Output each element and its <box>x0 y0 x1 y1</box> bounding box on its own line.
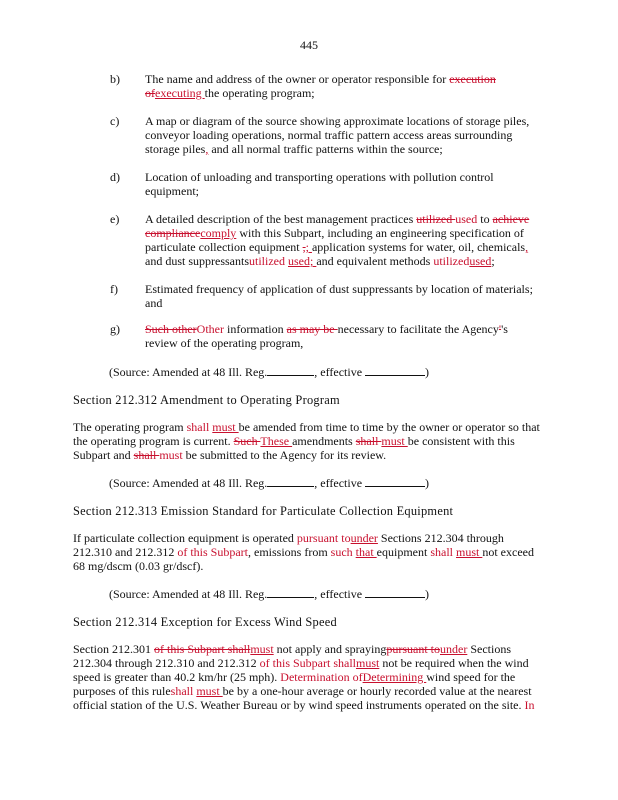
text-line <box>145 86 496 100</box>
text-line <box>145 226 529 240</box>
text: , emissions from <box>248 545 331 559</box>
revised-text: shall <box>430 545 456 559</box>
text: and <box>145 296 163 310</box>
revised-text: utilized <box>249 254 288 268</box>
text-line <box>73 531 534 545</box>
text: The operating program <box>73 420 187 434</box>
text: conveyor loading operations, normal traffic pattern access areas surrounding <box>145 128 513 142</box>
inserted-text: executing <box>155 86 205 100</box>
deleted-text: compliance <box>145 226 201 240</box>
revised-text: used <box>455 212 478 226</box>
text: and dust suppressants <box>145 254 249 268</box>
text: equipment <box>376 545 431 559</box>
text: the operating program; <box>204 86 315 100</box>
source-note <box>109 476 429 490</box>
text: Section 212.313 Emission Standard for Particulate Collection Equipment <box>73 504 454 518</box>
text: Section 212.314 Exception for Excess Wind Speed <box>73 615 337 629</box>
text-line <box>145 184 494 198</box>
blank-line <box>267 365 314 376</box>
text: application systems for water, oil, chemicals <box>311 240 526 254</box>
text: Subpart and <box>73 448 134 462</box>
text-line <box>73 684 534 698</box>
blank-line <box>365 365 425 376</box>
text-line <box>145 282 533 296</box>
text-line <box>73 504 453 518</box>
text: and all normal traffic patterns within the source; <box>208 142 443 156</box>
deleted-text: Such <box>233 434 261 448</box>
revised-text: utilized <box>433 254 470 268</box>
text: information <box>223 322 287 336</box>
text-line <box>73 434 540 448</box>
deleted-text: of <box>145 86 155 100</box>
text-line <box>73 656 534 670</box>
text: , effective <box>314 365 366 379</box>
text: particulate collection equipment <box>145 240 303 254</box>
text: Location of unloading and transporting operations with pollution control <box>145 170 494 184</box>
revised-text: of this Subpart shall <box>259 656 356 670</box>
text-line <box>73 615 337 629</box>
text: official station of the U.S. Weather Bureau or by wind speed instruments operated on the site. <box>73 698 525 712</box>
text: Estimated frequency of application of dust suppressants by location of materials; <box>145 282 533 296</box>
item-label: f) <box>110 282 118 296</box>
text-line <box>145 240 529 254</box>
text-line <box>145 212 529 226</box>
text: speed is greater than 40.2 km/hr (25 mph). <box>73 670 281 684</box>
deleted-text: achieve <box>492 212 530 226</box>
text-line <box>109 587 429 601</box>
text: ) <box>425 587 430 601</box>
revised-text: such <box>330 545 356 559</box>
deleted-text: pursuant to <box>386 642 440 656</box>
text: ) <box>425 365 430 379</box>
text: Section 212.301 <box>73 642 154 656</box>
item-label: b) <box>110 72 120 86</box>
inserted-text: These <box>260 434 293 448</box>
text-line <box>73 420 540 434</box>
deleted-text: utilized <box>416 212 456 226</box>
text: to <box>477 212 493 226</box>
text: A detailed description of the best management practices <box>145 212 417 226</box>
revised-text: shall <box>186 420 213 434</box>
item-label: e) <box>110 212 120 226</box>
text: wind speed for the <box>426 670 516 684</box>
item-label: d) <box>110 170 120 184</box>
item-text <box>145 282 533 310</box>
item-label: g) <box>110 322 120 336</box>
inserted-text: ; <box>305 240 312 254</box>
item-text <box>145 114 529 156</box>
inserted-text: under <box>350 531 378 545</box>
inserted-text: must <box>456 545 483 559</box>
text-line <box>145 142 529 156</box>
inserted-text: must <box>196 684 223 698</box>
deleted-text: shall <box>355 434 382 448</box>
revised-text: shall <box>170 684 197 698</box>
text: not be required when the wind <box>379 656 529 670</box>
text: be by a one-hour average or hourly recorded value at the nearest <box>222 684 532 698</box>
inserted-text: , <box>205 142 209 156</box>
text: , effective <box>314 476 366 490</box>
section-heading <box>73 504 453 518</box>
inserted-text: must <box>250 642 274 656</box>
inserted-text: used; <box>288 254 317 268</box>
revised-text: must <box>159 448 183 462</box>
deleted-text: of this Subpart shall <box>154 642 251 656</box>
text: (Source: Amended at 48 Ill. Reg. <box>109 587 268 601</box>
text-line <box>145 336 508 350</box>
section-heading <box>73 393 340 407</box>
deleted-text: ' <box>498 322 502 336</box>
text: ) <box>425 476 430 490</box>
text-line <box>109 476 429 490</box>
blank-line <box>365 476 425 487</box>
inserted-text: must <box>381 434 408 448</box>
inserted-text: under <box>440 642 468 656</box>
inserted-text: Determining <box>362 670 427 684</box>
paragraph <box>73 420 540 462</box>
text-line <box>73 670 534 684</box>
text: purposes of this rule <box>73 684 171 698</box>
text: be consistent with this <box>407 434 515 448</box>
text: (Source: Amended at 48 Ill. Reg. <box>109 365 268 379</box>
text: amendments <box>292 434 356 448</box>
text: review of the operating program, <box>145 336 304 350</box>
revised-text: pursuant to <box>296 531 351 545</box>
text: Sections 212.304 through <box>377 531 504 545</box>
deleted-text: Such other <box>145 322 197 336</box>
paragraph <box>73 531 534 573</box>
text: and equivalent methods <box>316 254 434 268</box>
text-line <box>73 559 534 573</box>
inserted-text: that <box>355 545 377 559</box>
text: 212.310 and 212.312 <box>73 545 178 559</box>
text-line <box>145 296 533 310</box>
revised-text: Determination of <box>280 670 363 684</box>
inserted-text: , <box>525 240 529 254</box>
page-number: 445 <box>300 38 318 52</box>
text: If particulate collection equipment is operated <box>73 531 297 545</box>
text: the operating program is current. <box>73 434 234 448</box>
text-line <box>145 128 529 142</box>
source-note <box>109 365 429 379</box>
revised-text: Other <box>196 322 224 336</box>
text: equipment; <box>145 184 199 198</box>
text-line <box>145 72 496 86</box>
text-line <box>109 365 429 379</box>
revised-text: of this Subpart <box>177 545 248 559</box>
text-line <box>73 393 340 407</box>
text-line <box>145 322 508 336</box>
text: 212.304 through 212.310 and 212.312 <box>73 656 260 670</box>
section-heading <box>73 615 337 629</box>
item-text <box>145 322 508 350</box>
inserted-text: must <box>212 420 239 434</box>
item-label: c) <box>110 114 120 128</box>
deleted-text: execution <box>449 72 496 86</box>
text: 's <box>501 322 508 336</box>
inserted-text: must <box>355 656 380 670</box>
text: ; <box>491 254 495 268</box>
text-line <box>73 698 534 712</box>
item-text <box>145 72 496 100</box>
text: storage piles <box>145 142 206 156</box>
text: not apply and spraying <box>273 642 387 656</box>
source-note <box>109 587 429 601</box>
text-line <box>73 448 540 462</box>
text: be submitted to the Agency for its review. <box>182 448 387 462</box>
paragraph <box>73 642 534 712</box>
deleted-text: shall <box>133 448 160 462</box>
text: A map or diagram of the source showing approximate locations of storage piles, <box>145 114 530 128</box>
text: Section 212.312 Amendment to Operating Program <box>73 393 340 407</box>
text-line <box>73 642 534 656</box>
inserted-text: used <box>469 254 492 268</box>
text: be amended from time to time by the owner or operator so that <box>238 420 540 434</box>
item-text <box>145 212 529 268</box>
blank-line <box>267 476 314 487</box>
revised-text: In <box>524 698 535 712</box>
deleted-text: , <box>302 240 306 254</box>
deleted-text: as may be <box>286 322 338 336</box>
text-line <box>73 545 534 559</box>
text: , effective <box>314 587 366 601</box>
text: necessary to facilitate the Agency <box>337 322 499 336</box>
blank-line <box>365 587 425 598</box>
text-line <box>145 114 529 128</box>
text: 68 mg/dscm (0.03 gr/dscf). <box>73 559 204 573</box>
blank-line <box>267 587 314 598</box>
text-line <box>145 170 494 184</box>
text: The name and address of the owner or operator responsible for <box>145 72 450 86</box>
text: Sections <box>467 642 511 656</box>
inserted-text: comply <box>200 226 237 240</box>
text: not exceed <box>482 545 534 559</box>
text: (Source: Amended at 48 Ill. Reg. <box>109 476 268 490</box>
text-line <box>145 254 529 268</box>
item-text <box>145 170 494 198</box>
text: with this Subpart, including an engineering specification of <box>236 226 524 240</box>
